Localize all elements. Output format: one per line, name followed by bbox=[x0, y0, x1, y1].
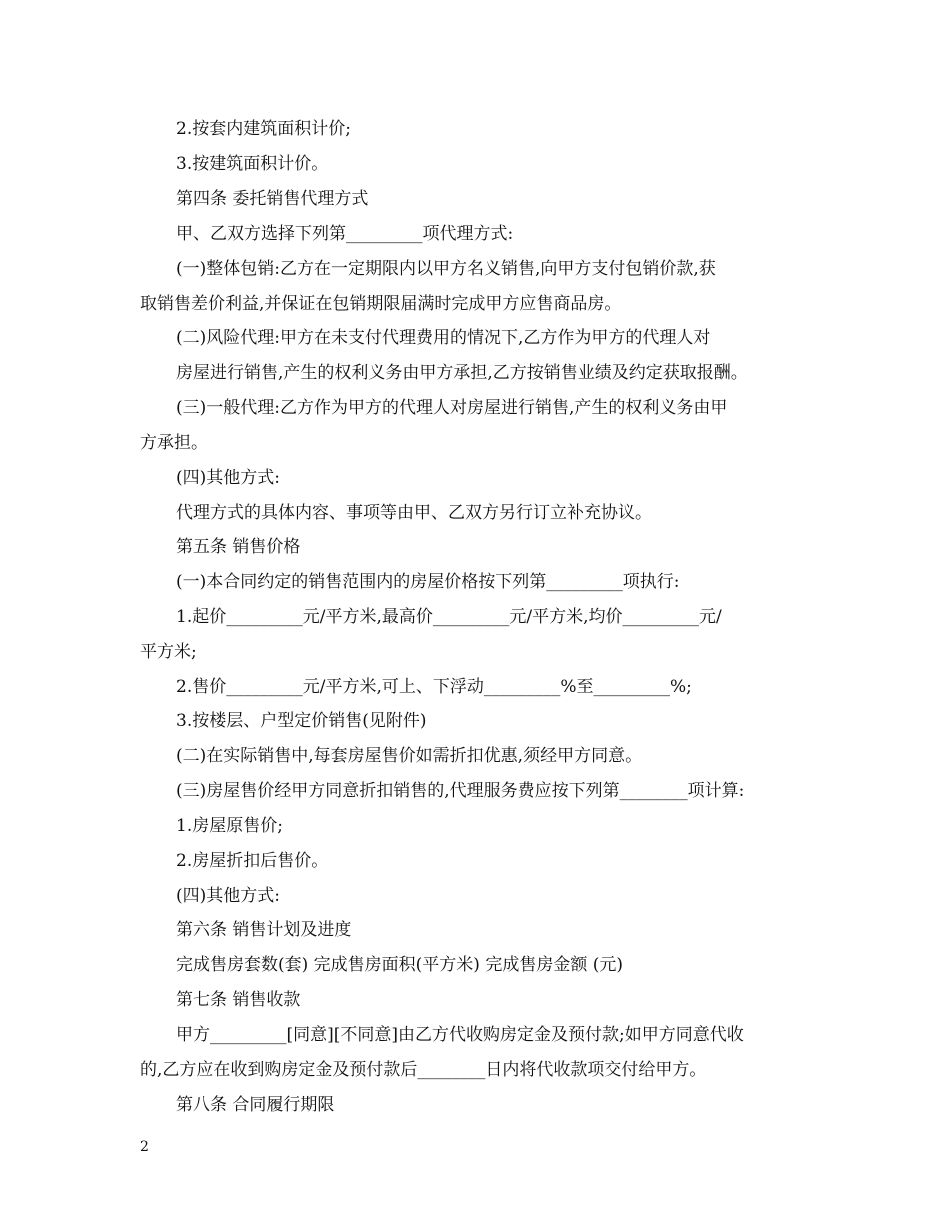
text-line-25: 完成售房套数(套) 完成售房面积(平方米) 完成售房金额 (元) bbox=[176, 955, 624, 975]
text-line-21: 1.房屋原售价; bbox=[176, 816, 283, 836]
text-line-16: 平方米; bbox=[140, 642, 197, 662]
text-line-15: 1.起价_________元/平方米,最高价_________元/平方米,均价_________元/ bbox=[176, 607, 722, 627]
text-line-11: (四)其他方式: bbox=[176, 468, 280, 488]
text-line-17: 2.售价_________元/平方米,可上、下浮动_________%至_________%; bbox=[176, 677, 692, 697]
text-line-1: 2.按套内建筑面积计价; bbox=[176, 119, 351, 139]
section-heading-article-8: 第八条 合同履行期限 bbox=[176, 1095, 335, 1115]
text-line-5: (一)整体包销:乙方在一定期限内以甲方名义销售,向甲方支付包销价款,获 bbox=[176, 259, 716, 279]
text-line-19: (二)在实际销售中,每套房屋售价如需折扣优惠,须经甲方同意。 bbox=[176, 746, 643, 766]
text-line-12: 代理方式的具体内容、事项等由甲、乙双方另行订立补充协议。 bbox=[176, 503, 652, 523]
section-heading-article-7: 第七条 销售收款 bbox=[176, 990, 301, 1010]
page-number: 2 bbox=[140, 1139, 149, 1155]
text-line-4: 甲、乙双方选择下列第_________项代理方式: bbox=[176, 224, 514, 244]
text-line-18: 3.按楼层、户型定价销售(见附件) bbox=[176, 711, 427, 731]
text-line-8: 房屋进行销售,产生的权利义务由甲方承担,乙方按销售业绩及约定获取报酬。 bbox=[176, 363, 748, 383]
text-line-28: 的,乙方应在收到购房定金及预付款后________日内将代收款项交付给甲方。 bbox=[140, 1060, 707, 1080]
text-line-23: (四)其他方式: bbox=[176, 886, 280, 906]
text-line-2: 3.按建筑面积计价。 bbox=[176, 154, 329, 174]
text-line-6: 取销售差价利益,并保证在包销期限届满时完成甲方应售商品房。 bbox=[140, 294, 622, 314]
section-heading-article-6: 第六条 销售计划及进度 bbox=[176, 920, 352, 940]
text-line-20: (三)房屋售价经甲方同意折扣销售的,代理服务费应按下列第________项计算: bbox=[176, 781, 745, 801]
text-line-22: 2.房屋折扣后售价。 bbox=[176, 851, 329, 871]
section-heading-article-5: 第五条 销售价格 bbox=[176, 537, 301, 557]
text-line-14: (一)本合同约定的销售范围内的房屋价格按下列第_________项执行: bbox=[176, 572, 680, 592]
text-line-27: 甲方_________[同意][不同意]由乙方代收购房定金及预付款;如甲方同意代收 bbox=[176, 1025, 744, 1045]
text-line-9: (三)一般代理:乙方作为甲方的代理人对房屋进行销售,产生的权利义务由甲 bbox=[176, 398, 728, 418]
section-heading-article-4: 第四条 委托销售代理方式 bbox=[176, 189, 369, 209]
text-line-10: 方承担。 bbox=[140, 433, 208, 453]
text-line-7: (二)风险代理:甲方在未支付代理费用的情况下,乙方作为甲方的代理人对 bbox=[176, 328, 711, 348]
